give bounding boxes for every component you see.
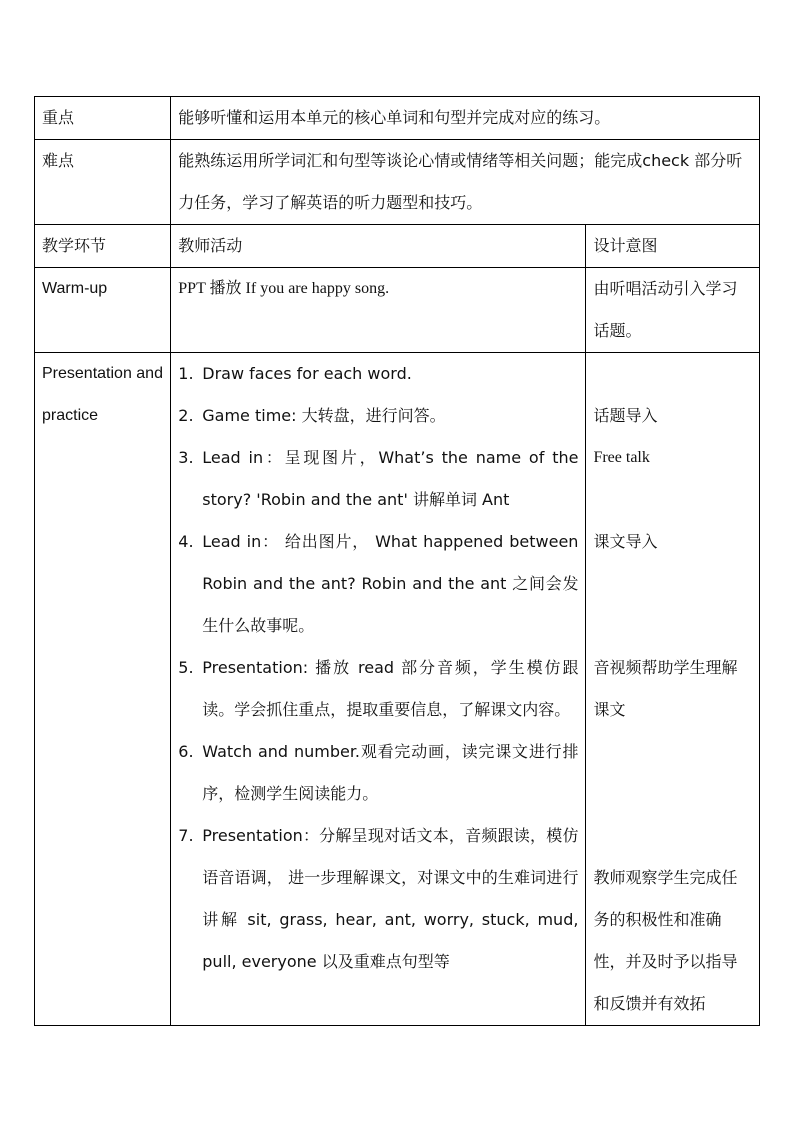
key-points-label: 重点	[35, 97, 171, 140]
step-number: 4.	[178, 532, 194, 551]
step-number: 1.	[178, 364, 194, 383]
step-text: Watch and number.观看完动画，读完课文进行排序，检测学生阅读能力。	[202, 742, 579, 803]
key-points-row	[35, 97, 760, 140]
list-item	[178, 731, 578, 815]
step-text: Draw faces for each word.	[202, 364, 412, 383]
warmup-intent: 由听唱活动引入学习话题。	[586, 268, 760, 353]
list-item	[178, 647, 578, 731]
header-teacher: 教师活动	[171, 225, 586, 268]
list-item	[178, 395, 578, 437]
step-text: Game time: 大转盘，进行问答。	[202, 406, 446, 425]
step-number: 3.	[178, 448, 194, 467]
intent-free-talk: Free talk	[593, 449, 650, 466]
list-item	[178, 437, 578, 521]
step-number: 6.	[178, 742, 194, 761]
intent-topic-intro: 话题导入	[593, 406, 658, 425]
header-row	[35, 225, 760, 268]
difficulties-label: 难点	[35, 140, 171, 225]
warmup-stage: Warm-up	[35, 268, 171, 353]
header-intent: 设计意图	[586, 225, 760, 268]
step-text: Lead in： 给出图片， What happened between Robin and the ant? Robin and the ant 之间会发生什么故事呢。	[202, 532, 579, 635]
lesson-plan-table	[34, 96, 760, 1026]
key-points-text: 能够听懂和运用本单元的核心单词和句型并完成对应的练习。	[171, 97, 760, 140]
presentation-teacher	[171, 353, 586, 1026]
intent-observe: 教师观察学生完成任务的积极性和准确性，并及时予以指导和反馈并有效拓	[593, 868, 738, 1013]
list-item	[178, 521, 578, 647]
presentation-stage: Presentation and practice	[35, 353, 171, 1026]
intent-av-help: 音视频帮助学生理解课文	[593, 658, 738, 719]
step-text: Presentation：分解呈现对话文本，音频跟读，模仿语音语调， 进一步理解课文，对课文中的生难词进行讲解 sit, grass, hear, ant, worry, stuck, mud, pull, everyone 以及重难点句型等	[202, 826, 579, 971]
warmup-row	[35, 268, 760, 353]
list-item	[178, 353, 578, 395]
intent-text-intro: 课文导入	[593, 532, 658, 551]
difficulties-row	[35, 140, 760, 225]
step-text: Lead in：呈现图片，What’s the name of the story? 'Robin and the ant' 讲解单词 Ant	[202, 448, 579, 509]
warmup-teacher: PPT 播放 If you are happy song.	[171, 268, 586, 353]
difficulties-text: 能熟练运用所学词汇和句型等谈论心情或情绪等相关问题；能完成check 部分听力任务，学习了解英语的听力题型和技巧。	[171, 140, 760, 225]
presentation-intent	[586, 353, 760, 1026]
presentation-row	[35, 353, 760, 1026]
list-item	[178, 815, 578, 983]
steps-list	[178, 353, 578, 983]
step-number: 5.	[178, 658, 194, 677]
step-number: 2.	[178, 406, 194, 425]
step-number: 7.	[178, 826, 194, 845]
step-text: Presentation: 播放 read 部分音频，学生模仿跟读。学会抓住重点，提取重要信息，了解课文内容。	[202, 658, 579, 719]
header-stage: 教学环节	[35, 225, 171, 268]
